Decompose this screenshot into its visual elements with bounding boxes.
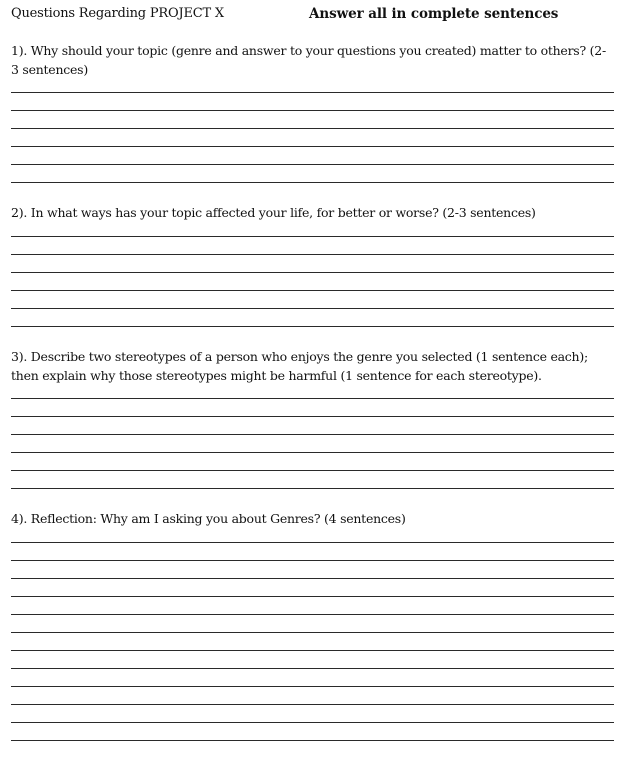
worksheet-instructions: Answer all in complete sentences: [309, 6, 559, 22]
answer-line: [11, 470, 614, 471]
answer-line: [11, 704, 614, 705]
answer-line: [11, 686, 614, 687]
answer-line: [11, 488, 614, 489]
answer-line: [11, 272, 614, 273]
answer-line: [11, 164, 614, 165]
answer-line: [11, 398, 614, 399]
answer-line: [11, 632, 614, 633]
answer-line: [11, 542, 614, 543]
answer-line: [11, 290, 614, 291]
answer-line: [11, 326, 614, 327]
answer-line: [11, 434, 614, 435]
answer-line: [11, 308, 614, 309]
worksheet-title: Questions Regarding PROJECT X: [11, 6, 224, 21]
answer-line: [11, 236, 614, 237]
question-4: 4). Reflection: Why am I asking you about Genres? (4 sentences): [11, 511, 406, 526]
question-3: 3). Describe two stereotypes of a person who enjoys the genre you selected (1 sentence each); then explain why those stereotypes might be harmful (1 sentence for each stereotype).: [11, 349, 588, 383]
answer-line: [11, 596, 614, 597]
answer-line: [11, 146, 614, 147]
answer-line: [11, 668, 614, 669]
answer-line: [11, 722, 614, 723]
answer-line: [11, 740, 614, 741]
answer-line: [11, 182, 614, 183]
answer-line: [11, 578, 614, 579]
answer-line: [11, 254, 614, 255]
answer-line: [11, 92, 614, 93]
question-1: 1). Why should your topic (genre and answer to your questions you created) matter to others? (2-3 sentences): [11, 43, 606, 77]
answer-line: [11, 128, 614, 129]
answer-line: [11, 560, 614, 561]
answer-line: [11, 452, 614, 453]
answer-line: [11, 110, 614, 111]
answer-line: [11, 650, 614, 651]
question-2: 2). In what ways has your topic affected your life, for better or worse? (2-3 sentences): [11, 205, 536, 220]
answer-line: [11, 614, 614, 615]
answer-line: [11, 416, 614, 417]
